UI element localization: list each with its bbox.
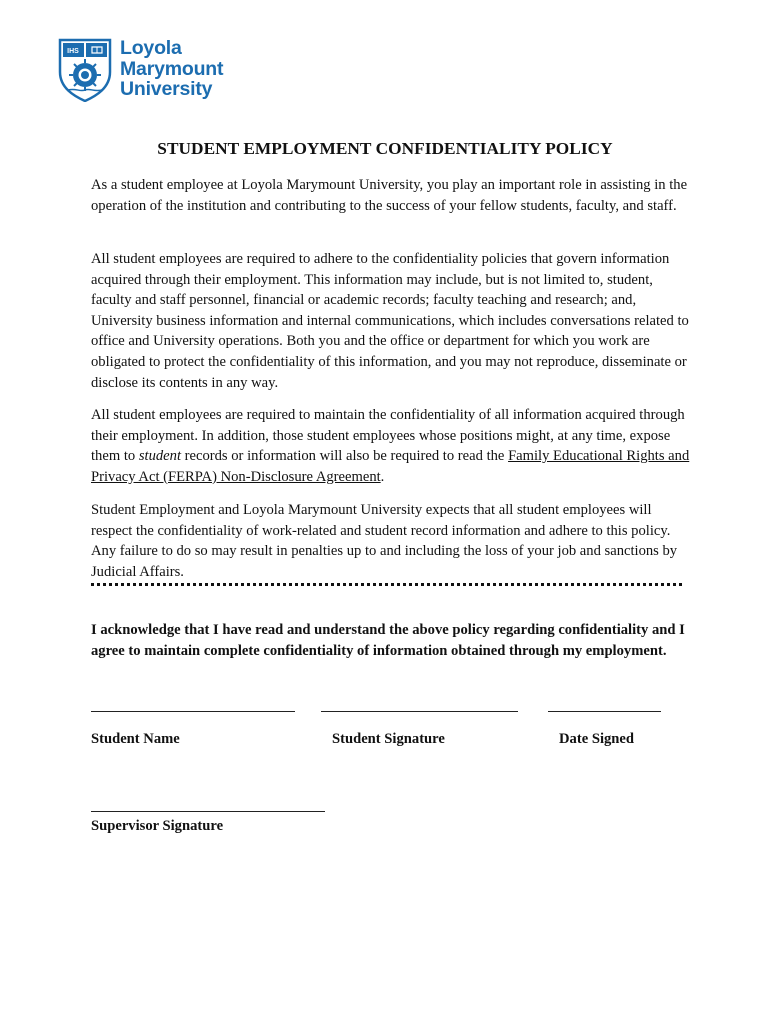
logo-line-1: Loyola (120, 37, 182, 59)
logo-wordmark (120, 38, 223, 100)
date-signed-line[interactable] (548, 711, 661, 712)
shield-crest-icon (58, 38, 112, 102)
supervisor-signature-line[interactable] (91, 811, 325, 812)
paragraph-expectations (91, 500, 691, 582)
document-title: STUDENT EMPLOYMENT CONFIDENTIALITY POLICY (157, 139, 613, 158)
student-signature-line[interactable] (321, 711, 518, 712)
ferpa-text-after: . (380, 468, 385, 485)
student-name-label: Student Name (91, 731, 180, 747)
supervisor-signature-label: Supervisor Signature (91, 818, 224, 834)
paragraph-policy-text: All student employees are required to adhere to the confidentiality policies that govern information acquired through their employment. This information may include, but is not limited to, student, faculty and staff personnel, financial or academic records; faculty teaching and research; and, University business information and internal communications, which includes conversations related to office and University operations. Both you and the office or department for which you work are obligated to protect the confidentiality of this information, and you may not reproduce, disseminate or disclose its contents in any way. (91, 251, 689, 391)
paragraph-intro-text: As a student employee at Loyola Marymount University, you play an important role in assisting in the operation of the institution and contributing to the success of your fellow students, faculty, and staff. (91, 177, 688, 214)
logo-line-3: University (120, 78, 213, 100)
paragraph-intro (91, 175, 691, 216)
ferpa-emphasis: student (138, 448, 182, 465)
ferpa-text-middle: records or information will also be required to read the (181, 448, 509, 465)
logo-line-2: Marymount (120, 57, 224, 80)
acknowledgement-statement: I acknowledge that I have read and understand the above policy regarding confidentiality and I agree to maintain complete confidentiality of information obtained through my employment. (91, 622, 685, 659)
student-name-line[interactable] (91, 711, 295, 712)
university-logo (58, 38, 238, 104)
ferpa-text-before: All student employees are required to maintain the confidentiality of all information acquired through their employment. In addition, those student employees whose positions might, at any time, expose them to (91, 407, 685, 465)
student-signature-label: Student Signature (332, 731, 445, 747)
paragraph-ferpa (91, 405, 691, 487)
paragraph-expectations-text: Student Employment and Loyola Marymount University expects that all student employees will respect the confidentiality of work-related and student record information and adhere to this policy. Any failure to do so may result in penalties up to and including the loss of your job and sanctions by Judicial Affairs. (91, 502, 678, 580)
svg-text:IHS: IHS (67, 48, 79, 55)
dotted-divider (91, 583, 682, 586)
ferpa-agreement-link[interactable]: Family Educational Rights and Privacy Act (FERPA) Non-Disclosure Agreement (91, 448, 690, 485)
paragraph-policy (91, 249, 691, 393)
date-signed-label: Date Signed (559, 731, 634, 747)
